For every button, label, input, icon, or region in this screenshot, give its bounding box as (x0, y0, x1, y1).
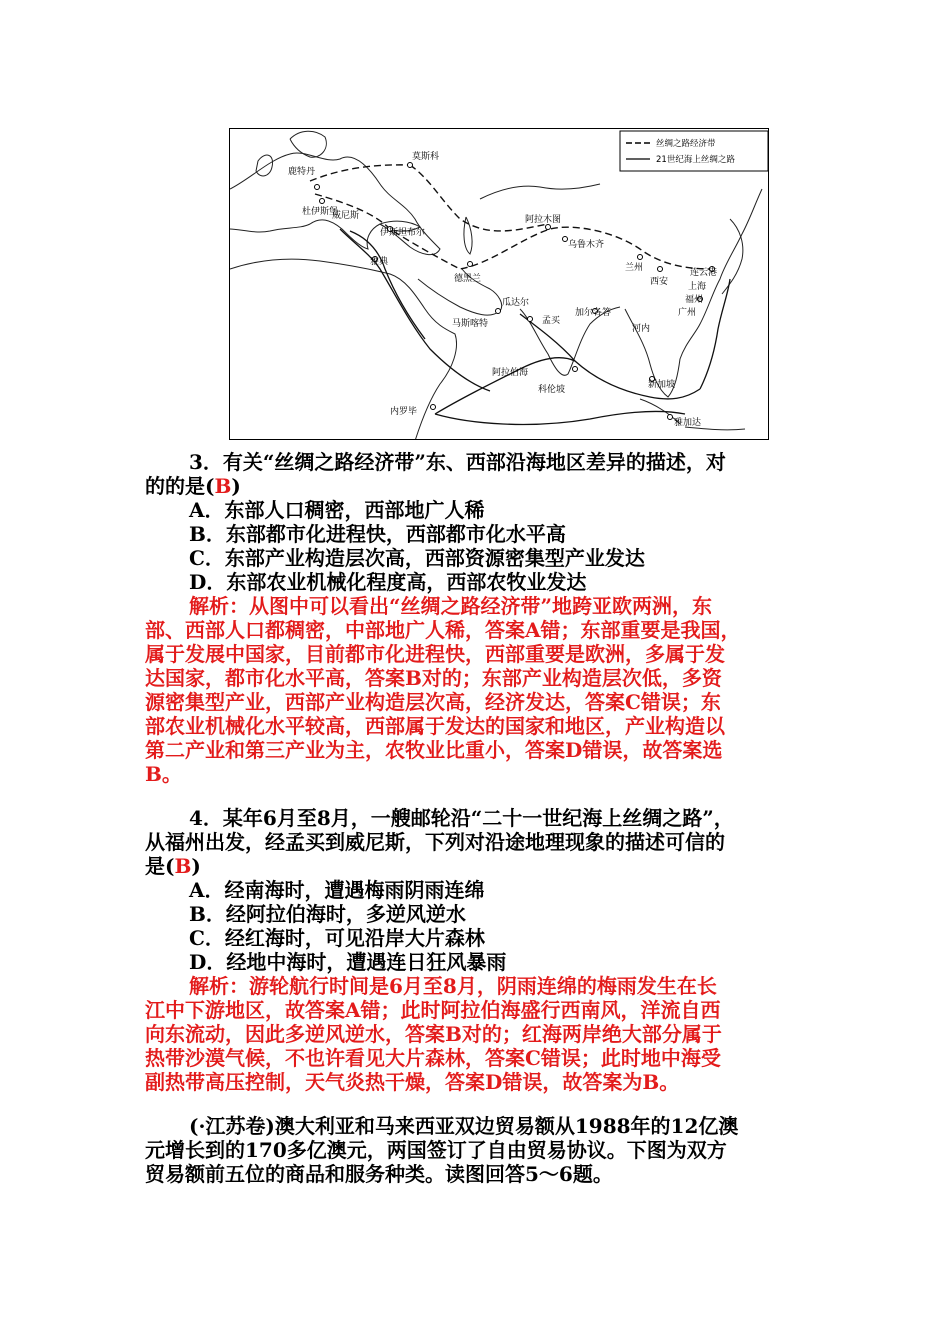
q3-explanation-6: 部农业机械化水平较高，西部属于发达的国家和地区，产业构造以 (145, 714, 725, 738)
route-maritime-6 (350, 231, 425, 339)
q4-option-d: D．经地中海时，遭遇连日狂风暴雨 (189, 950, 507, 974)
label-fuzhou: 福州 (685, 295, 704, 305)
q3-explanation-5: 源密集型产业，西部产业构造层次高，经济发达，答案C错误；东 (145, 690, 721, 714)
q3-option-d: D．东部农业机械化程度高，西部农牧业发达 (189, 570, 587, 594)
q4-explanation-2: 江中下游地区，故答案A错；此时阿拉伯海盛行西南风，洋流自西 (145, 998, 721, 1022)
coast-europe (230, 153, 440, 255)
label-mumbai: 孟买 (542, 316, 561, 326)
label-urumqi: 乌鲁木齐 (568, 240, 605, 250)
q4-stem-pre: 是( (145, 854, 175, 878)
q3-explanation-8: B。 (145, 762, 182, 786)
q3-answer: B (214, 474, 232, 498)
route-belt-north (310, 165, 410, 181)
dot-tehran (468, 262, 473, 267)
label-colombo: 科伦坡 (538, 385, 566, 395)
silk-road-map (229, 128, 769, 440)
label-guangzhou: 广州 (678, 308, 697, 318)
dot-lanzhou (638, 255, 643, 260)
dot-colombo (573, 367, 578, 372)
label-muscat: 马斯喀特 (452, 319, 489, 329)
label-xian: 西安 (650, 277, 669, 287)
label-tehran: 德黑兰 (454, 274, 482, 284)
coast-britain (256, 155, 273, 176)
dot-xian (658, 267, 663, 272)
label-singapore: 新加坡 (648, 380, 676, 390)
label-nairobi: 内罗毕 (390, 407, 418, 417)
q3-explanation-7: 第二产业和第三产业为主，农牧业比重小，答案D错误，故答案选 (145, 738, 723, 762)
label-arabian-sea: 阿拉伯海 (492, 368, 529, 378)
q4-stem-post: ) (191, 854, 201, 878)
label-venice: 威尼斯 (332, 211, 360, 221)
q3-option-c: C．东部产业构造层次高，西部资源密集型产业发达 (189, 546, 645, 570)
q3-stem-line2 (145, 474, 817, 498)
label-athens: 雅典 (370, 257, 389, 267)
map-legend (620, 131, 768, 171)
dot-urumqi (563, 237, 568, 242)
label-gwadar: 瓜达尔 (502, 298, 530, 308)
intro-line3: 贸易额前五位的商品和服务种类。读图回答5～6题。 (145, 1162, 613, 1186)
dot-rotterdam (315, 185, 320, 190)
map-drawing (230, 129, 769, 440)
label-lianyungang: 连云港 (690, 268, 718, 278)
label-moscow: 莫斯科 (412, 152, 440, 162)
q4-explanation-4: 热带沙漠气候，不也许看见大片森林，答案C错误；此时地中海受 (145, 1046, 721, 1070)
dot-jakarta (668, 415, 673, 420)
dot-duisburg (320, 199, 325, 204)
label-jakarta: 雅加达 (674, 418, 702, 428)
label-kolkata: 加尔各答 (575, 308, 612, 318)
dot-moscow (408, 163, 413, 168)
dot-mumbai (528, 317, 533, 322)
label-lanzhou: 兰州 (625, 263, 644, 273)
q3-stem-pre: 的的是( (145, 474, 215, 498)
label-shanghai: 上海 (688, 282, 707, 292)
dot-almaty (546, 225, 551, 230)
q3-option-b: B．东部都市化进程快，西部都市化水平高 (189, 522, 566, 546)
q4-explanation-1: 解析：游轮航行时间是6月至8月，阴雨连绵的梅雨发生在长 (189, 974, 717, 998)
coast-africa (230, 259, 457, 440)
dot-nairobi (431, 405, 436, 410)
q3-stem-line1: 3．有关“丝绸之路经济带”东、西部沿海地区差异的描述，对 (189, 450, 726, 474)
question-text (145, 450, 817, 1186)
q3-stem-post: ) (231, 474, 241, 498)
q4-stem-line1: 4．某年6月至8月，一艘邮轮沿“二十一世纪海上丝绸之路”， (189, 806, 734, 830)
label-hanoi: 河内 (632, 324, 651, 334)
label-duisburg: 杜伊斯堡 (302, 207, 339, 217)
coast-kazakh (480, 184, 600, 199)
legend-belt: 丝绸之路经济带 (656, 139, 716, 149)
q4-explanation-3: 向东流动，因此多逆风逆水，答案B对的；红海两岸绝大部分属于 (145, 1022, 722, 1046)
label-rotterdam: 鹿特丹 (288, 167, 316, 177)
coast-china (722, 219, 743, 294)
label-almaty: 阿拉木图 (525, 215, 562, 225)
q3-option-a: A．东部人口稠密，西部地广人稀 (189, 498, 485, 522)
q3-explanation-1: 解析：从图中可以看出“丝绸之路经济带”地跨亚欧两洲，东 (189, 594, 713, 618)
coast-seasia (625, 189, 762, 397)
dot-gwadar (496, 309, 501, 314)
q4-option-a: A．经南海时，遭遇梅雨阴雨连绵 (189, 878, 485, 902)
label-istanbul: 伊斯坦布尔 (380, 228, 426, 238)
q4-option-b: B．经阿拉伯海时，多逆风逆水 (189, 902, 466, 926)
q4-option-c: C．经红海时，可见沿岸大片森林 (189, 926, 485, 950)
route-maritime-3 (700, 279, 730, 389)
intro-line2: 元增长到的170多亿澳元，两国签订了自由贸易协议。下图为双方 (145, 1138, 727, 1162)
route-maritime-4 (435, 412, 685, 425)
q3-explanation-4: 达国家，都市化水平高，答案B对的；东部产业构造层次低，多资 (145, 666, 722, 690)
q4-stem-line2: 从福州出发，经孟买到威尼斯，下列对沿途地理现象的描述可信的 (145, 830, 725, 854)
q3-explanation-3: 属于发展中国家，目前都市化进程快，西部重要是欧洲，多属于发 (145, 642, 725, 666)
intro-line1: (·江苏卷)澳大利亚和马来西亚双边贸易额从1988年的12亿澳 (189, 1114, 739, 1138)
q4-stem-line3 (145, 854, 817, 878)
q3-explanation-2: 部、西部人口都稠密，中部地广人稀，答案A错；东部重要是我国， (145, 618, 741, 642)
q4-explanation-5: 副热带高压控制，天气炎热干燥，答案D错误，故答案为B。 (145, 1070, 680, 1094)
q4-answer: B (174, 854, 192, 878)
legend-maritime: 21世纪海上丝绸之路 (656, 155, 735, 165)
